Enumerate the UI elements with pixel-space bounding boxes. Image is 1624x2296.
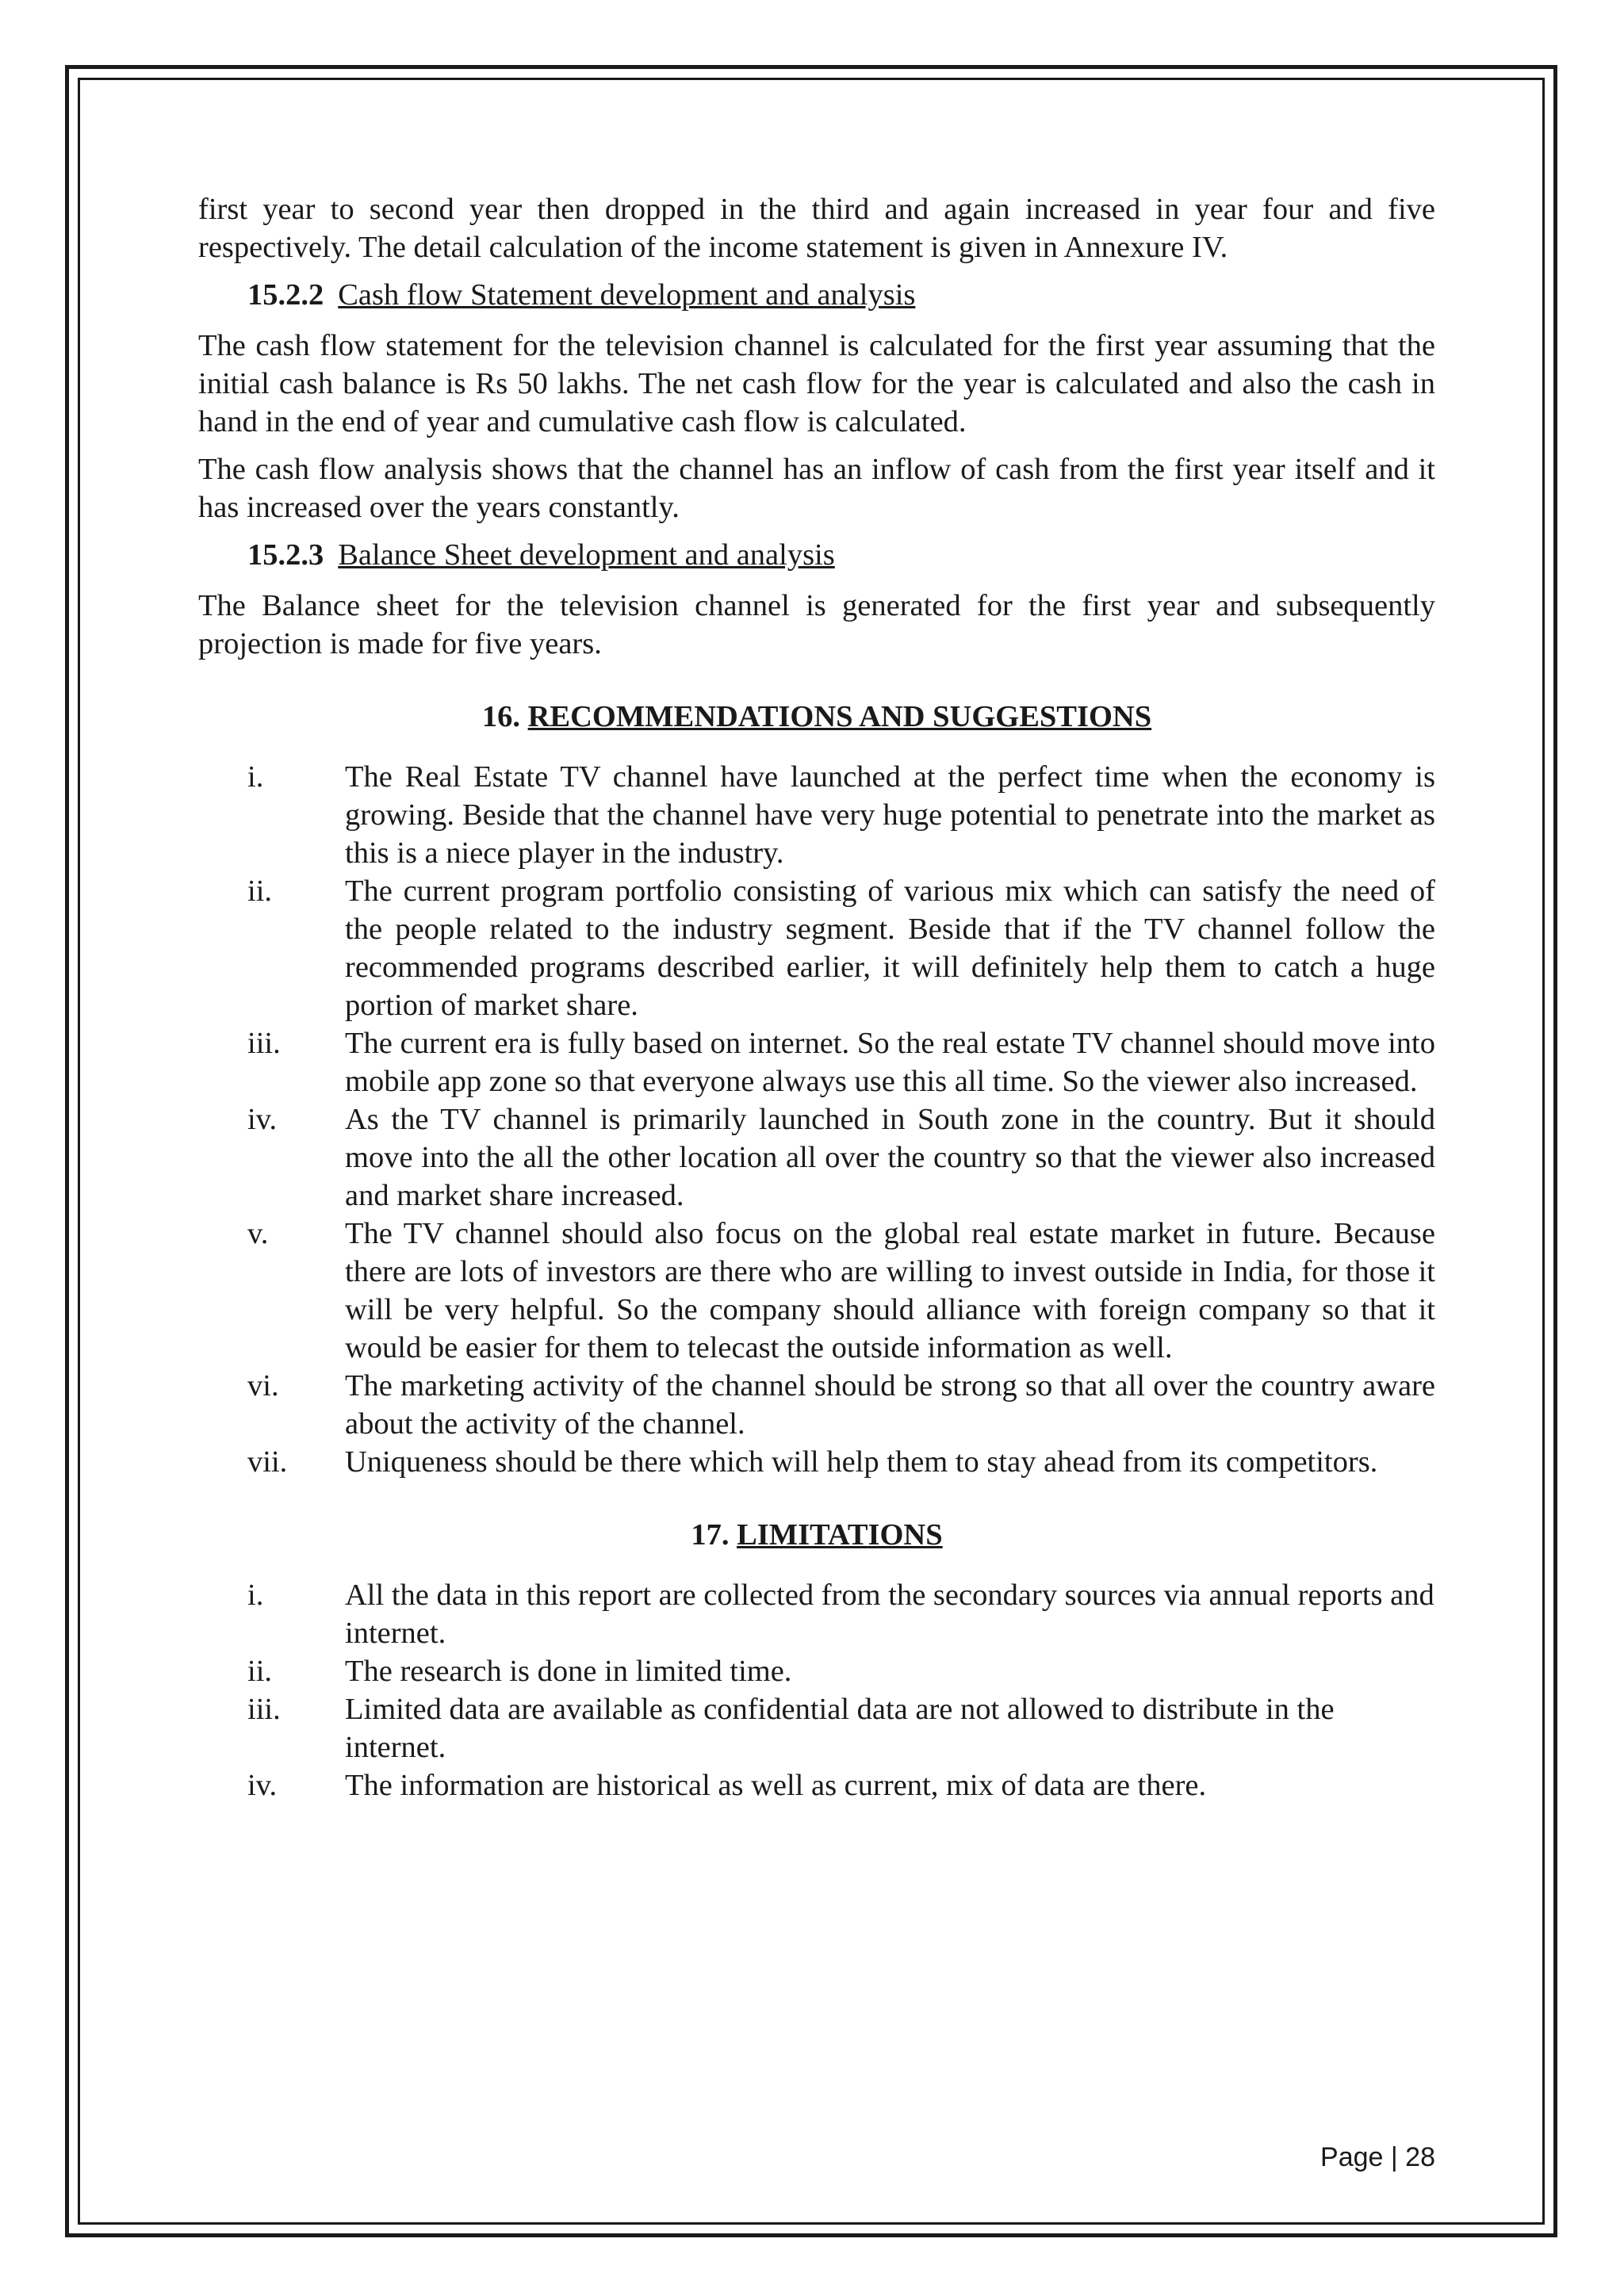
list-item <box>198 1443 1435 1481</box>
list-item-text: The marketing activity of the channel should be strong so that all over the country aware about the activity of the channel. <box>345 1369 1435 1441</box>
section-heading-16 <box>198 698 1435 736</box>
subheading-title: Balance Sheet development and analysis <box>338 538 835 572</box>
subheading-number: 15.2.3 <box>247 538 324 572</box>
list-item <box>198 1024 1435 1100</box>
recommendations-list <box>198 758 1435 1481</box>
list-marker: i. <box>247 760 264 794</box>
list-item-text: The information are historical as well as current, mix of data are there. <box>345 1769 1207 1802</box>
subheading-number: 15.2.2 <box>247 278 324 312</box>
section-heading-17 <box>198 1516 1435 1554</box>
list-item <box>198 1367 1435 1443</box>
list-item <box>198 1766 1435 1804</box>
list-marker: ii. <box>247 1655 273 1688</box>
list-item <box>198 758 1435 872</box>
subheading-15-2-3 <box>247 536 1435 574</box>
cash-flow-paragraph-1: The cash flow statement for the television channel is calculated for the first year assuming that the initial cash balance is Rs 50 lakhs. The net cash flow for the year is calculated and also the cash in hand in the end of year and cumulative cash flow is calculated. <box>198 329 1435 438</box>
list-item <box>198 1100 1435 1215</box>
list-item <box>198 1215 1435 1367</box>
section-title-text: LIMITATIONS <box>737 1518 943 1552</box>
subheading-15-2-2 <box>247 276 1435 314</box>
list-marker: i. <box>247 1578 264 1612</box>
list-marker: iii. <box>247 1027 281 1060</box>
list-item-text: Uniqueness should be there which will help them to stay ahead from its competitors. <box>345 1445 1378 1479</box>
list-item-text: The Real Estate TV channel have launched at the perfect time when the economy is growing. Beside that the channel have very huge potential to penetrate into the market as this is a niece player in the industry. <box>345 760 1435 870</box>
list-marker: iv. <box>247 1769 278 1802</box>
limitations-list <box>198 1576 1435 1804</box>
list-marker: v. <box>247 1217 269 1250</box>
list-item <box>198 1652 1435 1690</box>
balance-sheet-paragraph: The Balance sheet for the television channel is generated for the first year and subsequently projection is made for five years. <box>198 589 1435 660</box>
list-item-text: The current program portfolio consisting of various mix which can satisfy the need of the people related to the industry segment. Beside that if the TV channel follow the recommended programs described earlier, it will definitely help them to catch a huge portion of market share. <box>345 874 1435 1022</box>
list-item-text: The current era is fully based on internet. So the real estate TV channel should move into mobile app zone so that everyone always use this all time. So the viewer also increased. <box>345 1027 1435 1098</box>
list-item-text: All the data in this report are collected from the secondary sources via annual reports and internet. <box>345 1578 1434 1650</box>
section-number: 16. <box>481 700 520 733</box>
list-marker: vii. <box>247 1445 288 1479</box>
list-item <box>198 872 1435 1024</box>
list-item-text: The TV channel should also focus on the global real estate market in future. Because there are lots of investors are there who are willing to invest outside in India, for those it will be very helpful. So the company should alliance with foreign company so that it would be easier for them to telecast the outside information as well. <box>345 1217 1435 1364</box>
list-item <box>198 1576 1435 1652</box>
list-marker: ii. <box>247 874 273 908</box>
intro-paragraph: first year to second year then dropped in the third and again increased in year four and five respectively. The detail calculation of the income statement is given in Annexure IV. <box>198 193 1435 264</box>
list-marker: iii. <box>247 1693 281 1726</box>
cash-flow-paragraph-2: The cash flow analysis shows that the channel has an inflow of cash from the first year itself and it has increased over the years constantly. <box>198 453 1435 524</box>
list-marker: iv. <box>247 1103 278 1136</box>
page-number: Page | 28 <box>1320 2142 1435 2172</box>
list-item <box>198 1690 1435 1766</box>
list-item-text: The research is done in limited time. <box>345 1655 792 1688</box>
list-item-text: Limited data are available as confidential data are not allowed to distribute in the internet. <box>345 1693 1335 1764</box>
document-body <box>198 190 1435 1804</box>
list-marker: vi. <box>247 1369 279 1402</box>
section-number: 17. <box>691 1518 730 1552</box>
list-item-text: As the TV channel is primarily launched in South zone in the country. But it should move into the all the other location all over the country so that the viewer also increased and market share increased. <box>345 1103 1435 1212</box>
section-title-text: RECOMMENDATIONS AND SUGGESTIONS <box>527 700 1152 733</box>
subheading-title: Cash flow Statement development and analysis <box>338 278 916 312</box>
